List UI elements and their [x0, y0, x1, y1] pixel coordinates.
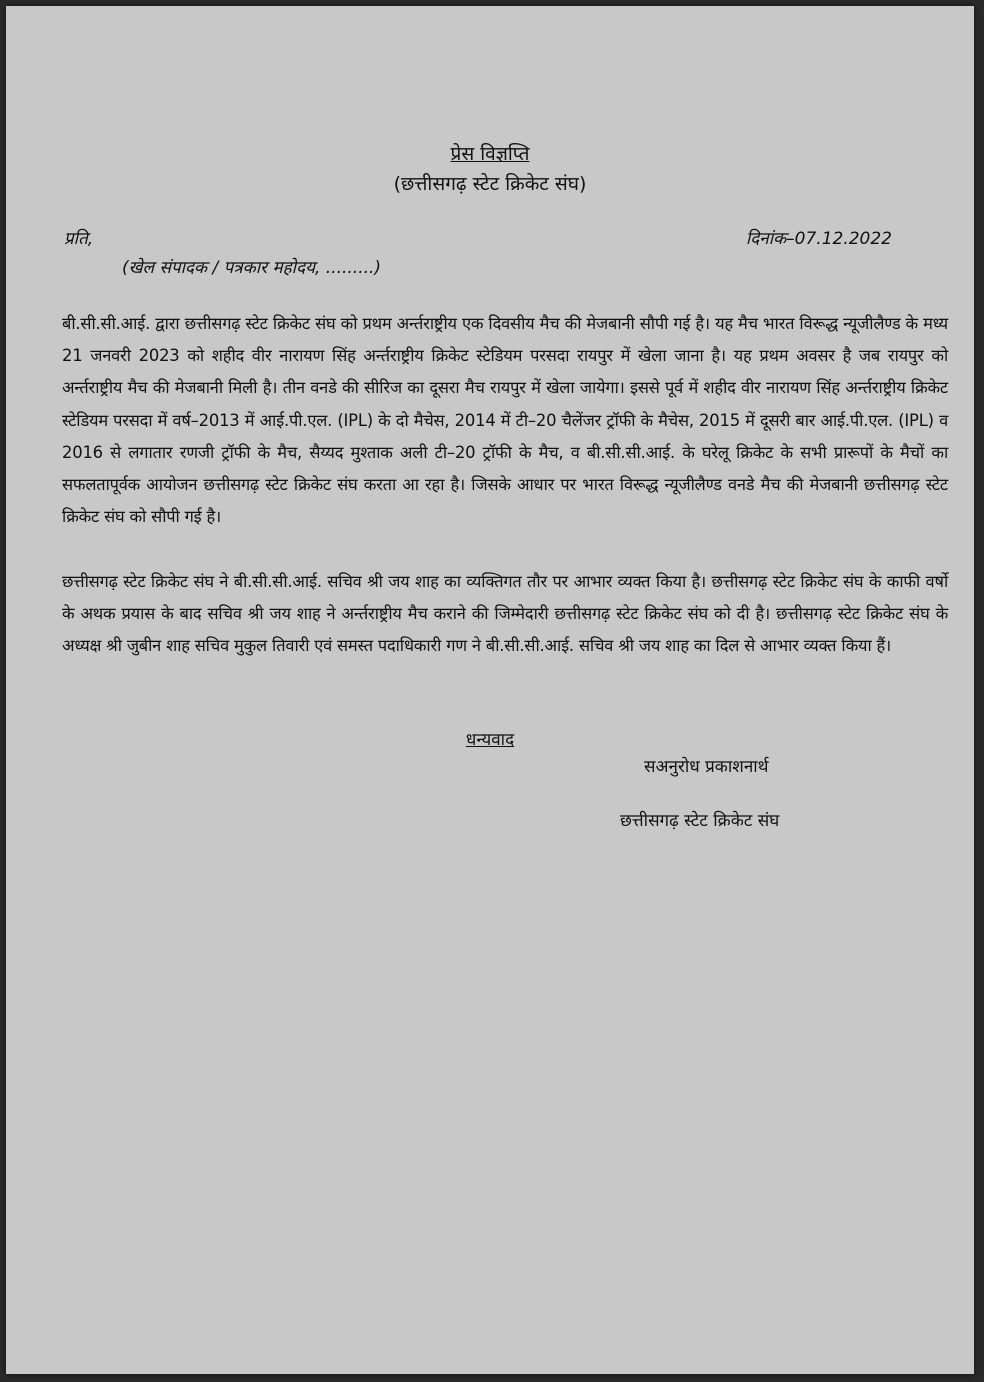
signatory-organization: छत्तीसगढ़ स्टेट क्रिकेट संघ — [620, 811, 780, 831]
document-page — [6, 6, 974, 1374]
to-label: प्रति, — [64, 229, 94, 249]
press-release-title: प्रेस विज्ञप्ति — [450, 143, 530, 165]
organization-subtitle: (छत्तीसगढ़ स्टेट क्रिकेट संघ) — [393, 173, 587, 195]
thanks-text: धन्यवाद — [465, 730, 515, 750]
recipient-line: (खेल संपादक / पत्रकार महोदय, .........) — [122, 258, 382, 278]
body-paragraph-1: बी.सी.सी.आई. द्वारा छत्तीसगढ़ स्टेट क्रिकेट संघ को प्रथम अर्न्तराष्ट्रीय एक दिवसीय मैच की मेजबानी सौपी गई है। यह मैच भारत विरूद्ध न्यूजीलैण्ड के मध्य 21 जनवरी 2023 को शहीद वीर नारायण सिंह अर्न्तराष्ट्रीय क्रिकेट स्टेडियम परसदा रायपुर में खेला जाना है। यह प्रथम अवसर है जब रायपुर को अर्न्तराष्ट्रीय मैच की मेजबानी मिली है। तीन वनडे की सीरिज का दूसरा मैच रायपुर में खेला जायेगा। इससे पूर्व में शहीद वीर नारायण सिंह अर्न्तराष्ट्रीय क्रिकेट स्टेडियम परसदा में वर्ष–2013 में आई.पी.एल. (IPL) के दो मैचेस, 2014 में टी–20 चैलेंजर ट्रॉफी के मैचेस, 2015 में दूसरी बार आई.पी.एल. (IPL) व 2016 से लगातार रणजी ट्रॉफी के मैच, सैय्यद मुश्ताक अली टी–20 ट्रॉफी के मैच, व बी.सी.सी.आई. के घरेलू क्रिकेट के सभी प्रारूपों के मैचों का सफलतापूर्वक आयोजन छत्तीसगढ़ स्टेट क्रिकेट संघ करता आ रहा है। जिसके आधार पर भारत विरूद्ध न्यूजीलैण्ड वनडे मैच की मेजबानी छत्तीसगढ़ स्टेट क्रिकेट संघ को सौपी गई है। — [62, 314, 948, 527]
date-label: दिनांक–07.12.2022 — [745, 229, 892, 249]
publication-request: सअनुरोध प्रकाशनार्थ — [644, 757, 769, 777]
body-paragraph-2: छत्तीसगढ़ स्टेट क्रिकेट संघ ने बी.सी.सी.आई. सचिव श्री जय शाह का व्यक्तिगत तौर पर आभार व्यक्त किया है। छत्तीसगढ़ स्टेट क्रिकेट संघ के काफी वर्षो के अथक प्रयास के बाद सचिव श्री जय शाह ने अर्न्तराष्ट्रीय मैच कराने की जिम्मेदारी छत्तीसगढ़ स्टेट क्रिकेट संघ को दी है। छत्तीसगढ़ स्टेट क्रिकेट संघ के अध्यक्ष श्री जुबीन शाह सचिव मुकुल तिवारी एवं समस्त पदाधिकारी गण ने बी.सी.सी.आई. सचिव श्री जय शाह का दिल से आभार व्यक्त किया हैं। — [62, 572, 948, 656]
